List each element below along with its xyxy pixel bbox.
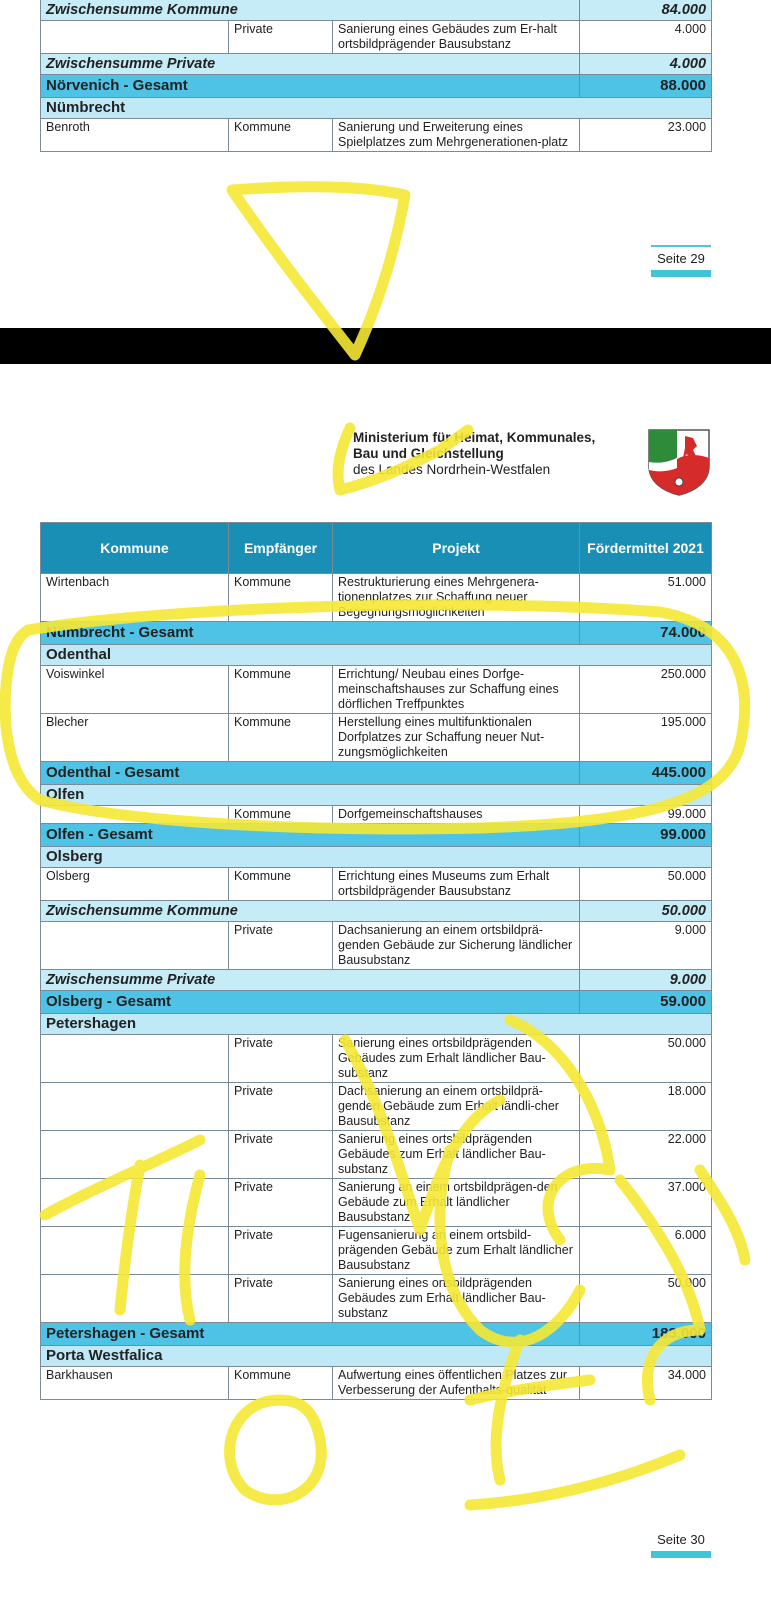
table-row <box>41 806 712 824</box>
total-row <box>41 1323 712 1346</box>
group-label: Nümbrecht <box>41 98 712 119</box>
cell-foerdermittel: 195.000 <box>580 714 712 762</box>
cell-kommune <box>41 1083 229 1131</box>
summary-label: Nörvenich - Gesamt <box>41 75 580 98</box>
table-row <box>41 1275 712 1323</box>
cell-empfaenger: Private <box>229 1083 333 1131</box>
table-row <box>41 1367 712 1400</box>
summary-value: 4.000 <box>580 54 712 75</box>
cell-kommune <box>41 1275 229 1323</box>
table-row <box>41 1083 712 1131</box>
cell-projekt: Errichtung/ Neubau eines Dorfge-meinschaftshauses zur Schaffung eines dörflichen Treffpunktes <box>333 666 580 714</box>
cell-foerdermittel: 34.000 <box>580 1367 712 1400</box>
cell-kommune: Wirtenbach <box>41 574 229 622</box>
cell-empfaenger: Kommune <box>229 868 333 901</box>
group-heading-row <box>41 1346 712 1367</box>
cell-empfaenger: Kommune <box>229 574 333 622</box>
cell-foerdermittel: 250.000 <box>580 666 712 714</box>
summary-value: 74.000 <box>580 622 712 645</box>
cell-kommune <box>41 806 229 824</box>
summary-value: 99.000 <box>580 824 712 847</box>
cell-empfaenger: Kommune <box>229 1367 333 1400</box>
cell-kommune: Olsberg <box>41 868 229 901</box>
cell-kommune: Voiswinkel <box>41 666 229 714</box>
group-heading-row <box>41 645 712 666</box>
header-empfaenger: Empfänger <box>229 523 333 574</box>
summary-value: 183.000 <box>580 1323 712 1346</box>
cell-kommune <box>41 21 229 54</box>
summary-label: Zwischensumme Private <box>41 54 580 75</box>
group-heading-row <box>41 847 712 868</box>
cell-kommune <box>41 1227 229 1275</box>
group-heading-row <box>41 785 712 806</box>
ministry-line-3: des Landes Nordrhein-Westfalen <box>353 462 551 477</box>
nrw-coat-of-arms-icon <box>647 428 711 496</box>
cell-foerdermittel: 50.000 <box>580 1275 712 1323</box>
summary-label: Olfen - Gesamt <box>41 824 580 847</box>
cell-projekt: Restrukturierung eines Mehrgenera-tionenplatzes zur Schaffung neuer Begegnungsmöglichkeiten <box>333 574 580 622</box>
subtotal-row <box>41 0 712 21</box>
cell-projekt: Sanierung eines Gebäudes zum Er-halt ortsbildprägender Bausubstanz <box>333 21 580 54</box>
cell-projekt: Sanierung eines ortsbildprägenden Gebäudes zum Erhalt ländlicher Bau-substanz <box>333 1035 580 1083</box>
cell-projekt: Fugensanierung an einem ortsbild-prägenden Gebäude zum Erhalt ländlicher Bausubstanz <box>333 1227 580 1275</box>
cell-projekt: Errichtung eines Museums zum Erhalt ortsbildprägender Bausubstanz <box>333 868 580 901</box>
table-row <box>41 1131 712 1179</box>
total-row <box>41 824 712 847</box>
cell-foerdermittel: 51.000 <box>580 574 712 622</box>
funding-table-page-29 <box>40 0 712 152</box>
ministry-header <box>353 430 595 478</box>
summary-value: 9.000 <box>580 970 712 991</box>
cell-foerdermittel: 23.000 <box>580 119 712 152</box>
summary-value: 59.000 <box>580 991 712 1014</box>
table-row <box>41 666 712 714</box>
cell-projekt: Sanierung an einem ortsbildprägen-den Gebäude zum Erhalt ländlicher Bausubstanz <box>333 1179 580 1227</box>
ministry-line-1: Ministerium für Heimat, Kommunales, <box>353 430 596 445</box>
header-kommune: Kommune <box>41 523 229 574</box>
funding-table-page-30 <box>40 522 712 1400</box>
summary-label: Petershagen - Gesamt <box>41 1323 580 1346</box>
group-label: Petershagen <box>41 1014 712 1035</box>
cell-kommune: Barkhausen <box>41 1367 229 1400</box>
header-foerdermittel: Fördermittel 2021 <box>580 523 712 574</box>
summary-label: Zwischensumme Kommune <box>41 901 580 922</box>
cell-empfaenger: Kommune <box>229 714 333 762</box>
total-row <box>41 75 712 98</box>
total-row <box>41 622 712 645</box>
cell-kommune <box>41 1179 229 1227</box>
cell-projekt: Dachsanierung an einem ortsbildprä-genden Gebäude zum Erhalt ländli-cher Bausubstanz <box>333 1083 580 1131</box>
page-number-30: Seite 30 <box>651 1532 711 1558</box>
ministry-line-2: Bau und Gleichstellung <box>353 446 504 461</box>
group-label: Odenthal <box>41 645 712 666</box>
cell-empfaenger: Kommune <box>229 119 333 152</box>
cell-empfaenger: Private <box>229 1179 333 1227</box>
cell-kommune: Blecher <box>41 714 229 762</box>
cell-empfaenger: Private <box>229 1035 333 1083</box>
page-29 <box>0 0 771 328</box>
group-heading-row <box>41 98 712 119</box>
cell-empfaenger: Private <box>229 1275 333 1323</box>
cell-empfaenger: Kommune <box>229 806 333 824</box>
page-number-29: Seite 29 <box>651 245 711 277</box>
summary-value: 84.000 <box>580 0 712 21</box>
table-row <box>41 119 712 152</box>
cell-foerdermittel: 22.000 <box>580 1131 712 1179</box>
subtotal-row <box>41 970 712 991</box>
summary-label: Zwischensumme Private <box>41 970 580 991</box>
table-row <box>41 868 712 901</box>
cell-projekt: Sanierung und Erweiterung eines Spielplatzes zum Mehrgenerationen-platz <box>333 119 580 152</box>
cell-empfaenger: Kommune <box>229 666 333 714</box>
summary-label: Nümbrecht - Gesamt <box>41 622 580 645</box>
cell-foerdermittel: 37.000 <box>580 1179 712 1227</box>
table-row <box>41 714 712 762</box>
header-projekt: Projekt <box>333 523 580 574</box>
cell-projekt: Herstellung eines multifunktionalen Dorfplatzes zur Schaffung neuer Nut-zungsmöglichkeiten <box>333 714 580 762</box>
cell-foerdermittel: 50.000 <box>580 868 712 901</box>
cell-kommune <box>41 922 229 970</box>
table-row <box>41 1035 712 1083</box>
total-row <box>41 762 712 785</box>
cell-foerdermittel: 9.000 <box>580 922 712 970</box>
table-row <box>41 922 712 970</box>
cell-empfaenger: Private <box>229 1227 333 1275</box>
cell-foerdermittel: 99.000 <box>580 806 712 824</box>
summary-label: Odenthal - Gesamt <box>41 762 580 785</box>
cell-foerdermittel: 6.000 <box>580 1227 712 1275</box>
group-label: Porta Westfalica <box>41 1346 712 1367</box>
cell-empfaenger: Private <box>229 1131 333 1179</box>
page-divider <box>0 328 771 364</box>
summary-value: 88.000 <box>580 75 712 98</box>
cell-projekt: Dachsanierung an einem ortsbildprä-genden Gebäude zur Sicherung ländlicher Bausubstanz <box>333 922 580 970</box>
group-label: Olsberg <box>41 847 712 868</box>
table-header-row <box>41 523 712 574</box>
summary-label: Zwischensumme Kommune <box>41 0 580 21</box>
subtotal-row <box>41 901 712 922</box>
cell-kommune <box>41 1035 229 1083</box>
cell-projekt: Sanierung eines ortsbildprägenden Gebäudes zum Erhalt ländlicher Bau-substanz <box>333 1131 580 1179</box>
table-row <box>41 21 712 54</box>
table-row <box>41 574 712 622</box>
group-heading-row <box>41 1014 712 1035</box>
cell-foerdermittel: 50.000 <box>580 1035 712 1083</box>
table-row <box>41 1227 712 1275</box>
table-row <box>41 1179 712 1227</box>
summary-value: 50.000 <box>580 901 712 922</box>
summary-label: Olsberg - Gesamt <box>41 991 580 1014</box>
group-label: Olfen <box>41 785 712 806</box>
cell-kommune: Benroth <box>41 119 229 152</box>
cell-empfaenger: Private <box>229 21 333 54</box>
cell-projekt: Aufwertung eines öffentlichen Platzes zur Verbesserung der Aufenthalts-qualität <box>333 1367 580 1400</box>
cell-kommune <box>41 1131 229 1179</box>
subtotal-row <box>41 54 712 75</box>
cell-empfaenger: Private <box>229 922 333 970</box>
cell-projekt: Sanierung eines ortsbildprägenden Gebäudes zum Erhalt ländlicher Bau-substanz <box>333 1275 580 1323</box>
total-row <box>41 991 712 1014</box>
summary-value: 445.000 <box>580 762 712 785</box>
cell-projekt: Dorfgemeinschaftshauses <box>333 806 580 824</box>
cell-foerdermittel: 18.000 <box>580 1083 712 1131</box>
cell-foerdermittel: 4.000 <box>580 21 712 54</box>
